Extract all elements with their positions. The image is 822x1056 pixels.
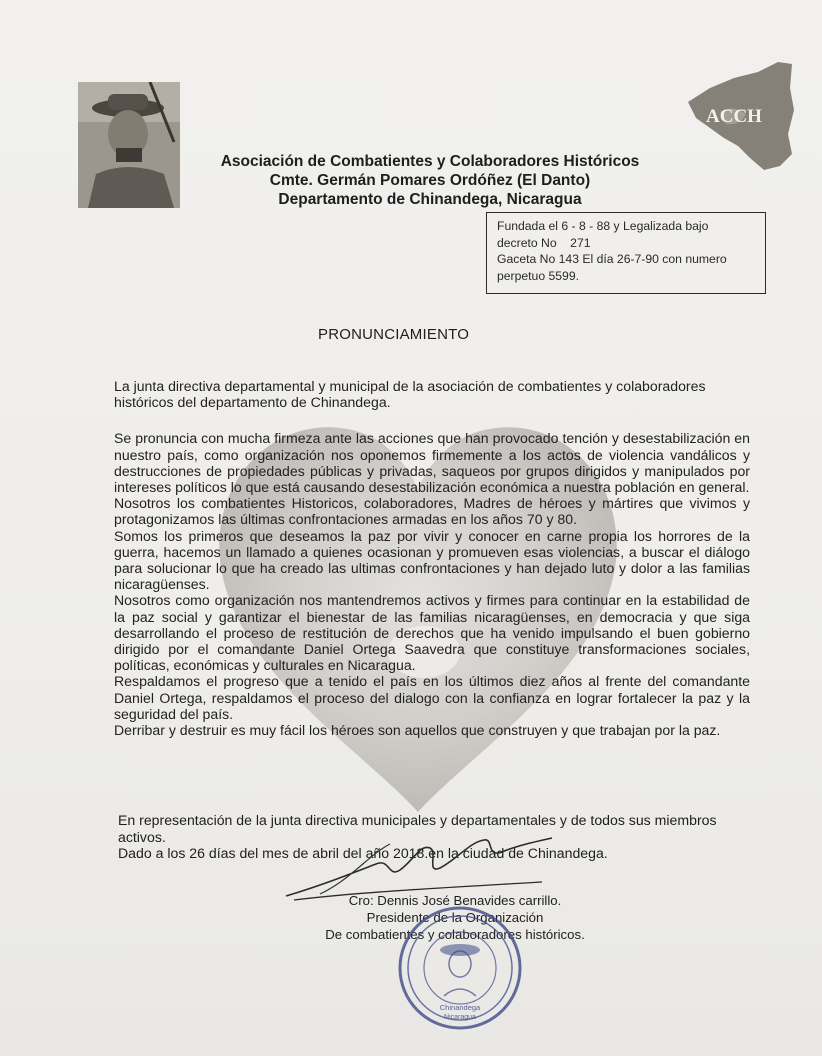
signer-organization: De combatientes y colaboradores históricos. — [325, 927, 585, 942]
org-name: Asociación de Combatientes y Colaboradores Históricos — [220, 153, 640, 170]
info-line-3: Gaceta No 143 El día 26-7-90 con numero — [497, 252, 727, 266]
signer-role: Presidente de la Organización — [366, 910, 544, 925]
body-text — [114, 378, 750, 738]
info-line-1: Fundada el 6 - 8 - 88 y Legalizada bajo — [497, 219, 709, 233]
paragraph-pronouncement: Se pronuncia con mucha firmeza ante las acciones que han provocado tención y desestabilización en nuestro país, como organización nos oponemos firmemente a los actos de violencia vandálicos y destrucciones de propiedades públicas y privadas, saqueos por grupos dirigidos y manipulados por intereses políticos lo que está causando desestabilización económica a nuestra población en general. — [114, 430, 750, 496]
paragraph-intro: La junta directiva departamental y municipal de la asociación de combatientes y colaboradores históricos del departamento de Chinandega. — [114, 378, 706, 411]
portrait-photo — [78, 82, 180, 208]
info-line-4: perpetuo 5599. — [497, 268, 579, 283]
paragraph-peace-call: Somos los primeros que deseamos la paz por vivir y conocer en carne propia los horrores de la guerra, hacemos un llamado a quienes ocasionan y promueven esas violencias, a buscar el diálogo para solucionar lo que ha creado las ultimas confrontaciones y han dejado luto y dolor a las familias nicaragüenses. — [114, 527, 750, 593]
acch-logo — [680, 58, 798, 174]
paragraph-support: Respaldamos el progreso que a tenido el país en los últimos diez años al frente del comandante Daniel Ortega, respaldamos el proceso del dialogo con la confianza en lograr fortalecer la paz y la seguridad del país. — [114, 673, 750, 722]
registration-info-box — [486, 212, 766, 294]
closing-representation: En representación de la junta directiva municipales y departamentales y de todos sus miembros activos. — [118, 812, 717, 845]
organization-seal-stamp — [380, 904, 540, 1034]
seal-text-1: Chinandega — [439, 1003, 481, 1012]
nicaragua-map-icon — [680, 58, 798, 174]
closing-date: Dado a los 26 días del mes de abril del año 2018.en la ciudad de Chinandega. — [118, 845, 608, 861]
letterhead — [180, 152, 680, 209]
commander-name: Cmte. Germán Pomares Ordóñez (El Danto) — [269, 172, 591, 189]
signer-name: Cro: Dennis José Benavides carrillo. — [348, 893, 562, 908]
department-name: Departamento de Chinandega, Nicaragua — [278, 191, 582, 208]
info-line-2: decreto No 271 — [497, 235, 591, 250]
paragraph-heroes: Derribar y destruir es muy fácil los héroes son aquellos que construyen y que trabajan por la paz. — [114, 722, 721, 739]
portrait-illustration — [78, 82, 180, 208]
paragraph-combatants: Nosotros los combatientes Historicos, colaboradores, Madres de héroes y mártires que vivimos y protagonizamos las últimas confrontaciones armadas en los años 70 y 80. — [114, 495, 750, 528]
document-title: PRONUNCIAMIENTO — [318, 326, 470, 343]
logo-text: ACCH — [706, 106, 762, 127]
paragraph-commitment: Nosotros como organización nos mantendremos activos y firmes para continuar en la estabilidad de la paz social y garantizar el bienestar de las familias nicaragüenses, en democracia y que siga desarrollando el proceso de restitución de derechos que ha venido impulsando el buen gobierno dirigido por el comandante Daniel Ortega Saavedra que constituye transformaciones sociales, políticas, económicas y culturales en Nicaragua. — [114, 592, 750, 674]
seal-text-2: Nicaragua — [444, 1014, 476, 1021]
